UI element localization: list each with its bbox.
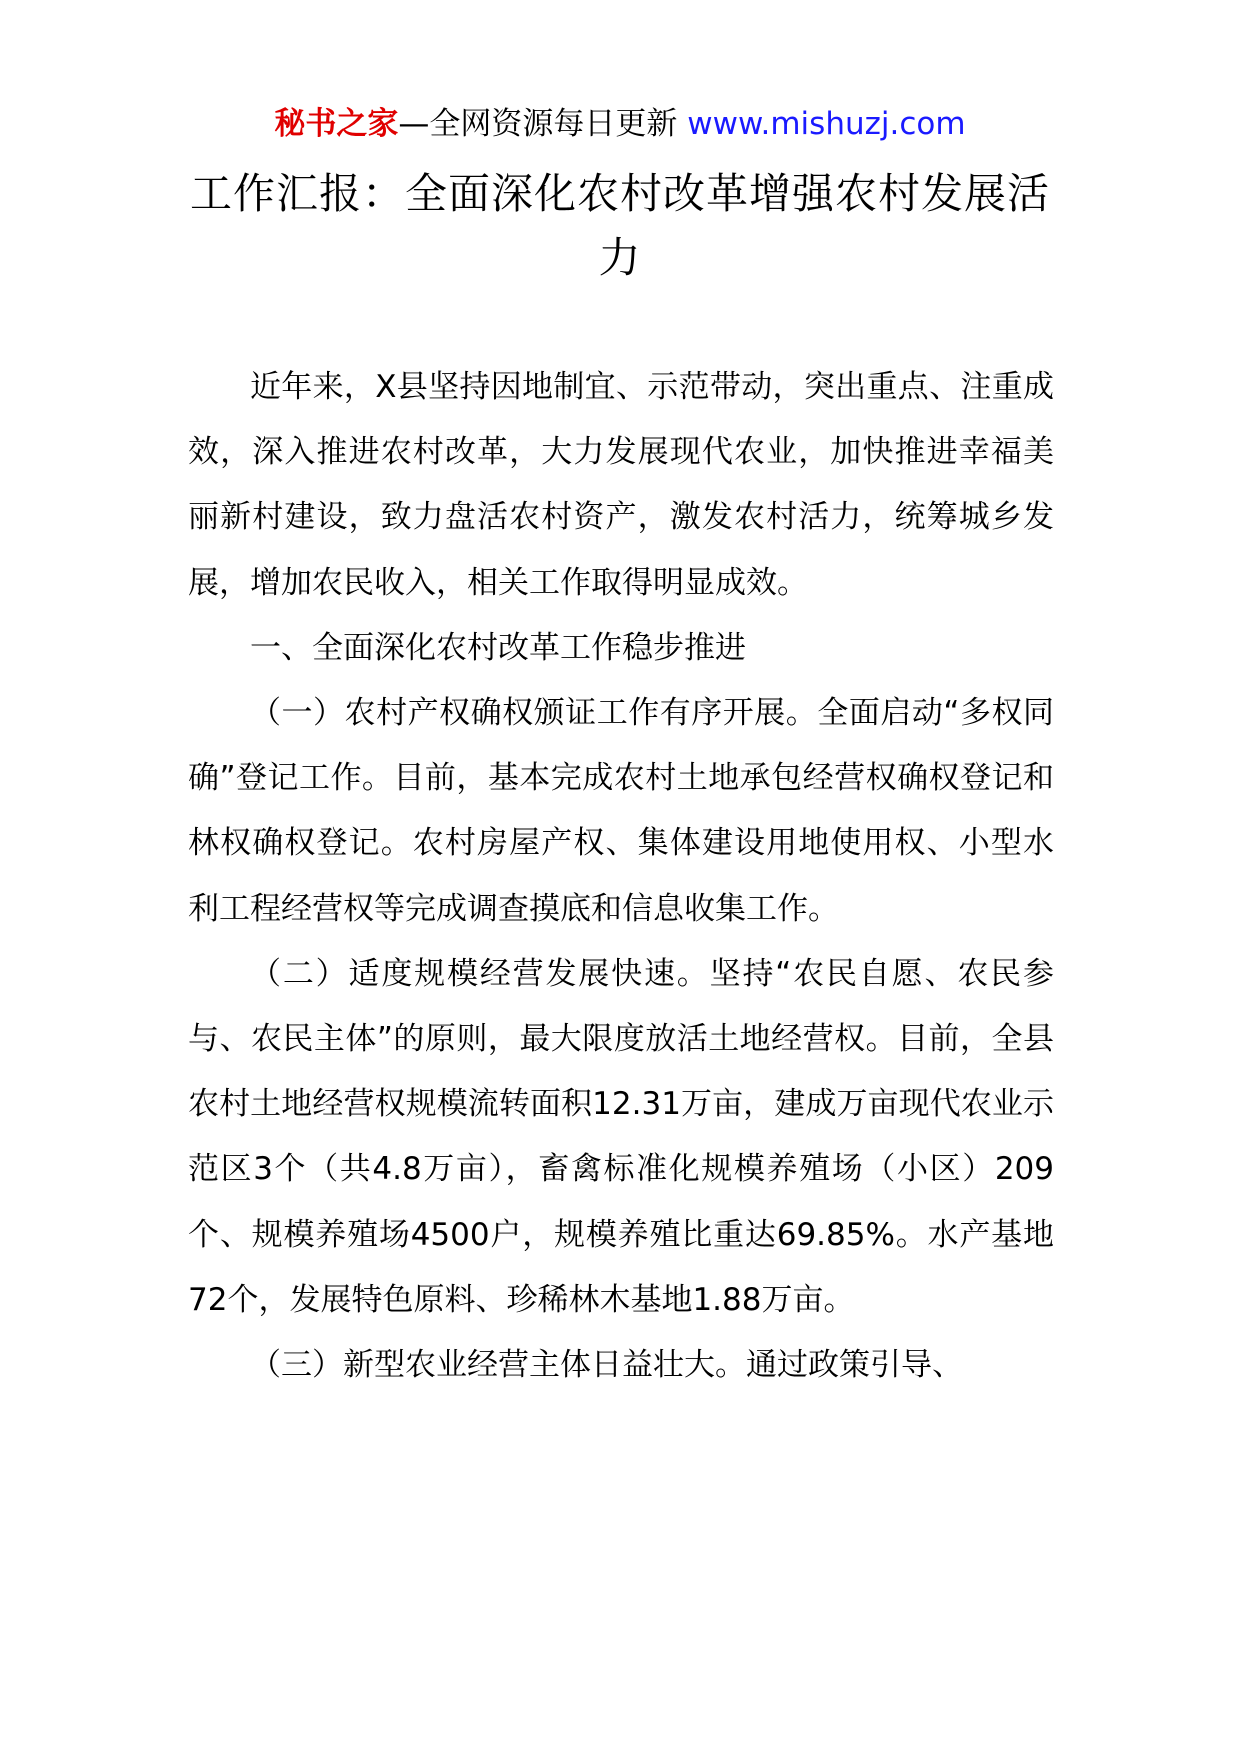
paragraph-item-3: （三）新型农业经营主体日益壮大。通过政策引导、 <box>250 1347 963 1384</box>
paragraph-intro: 近年来，X县坚持因地制宜、示范带动，突出重点、注重成效，深入推进农村改革，大力发展现代农业，加快推进幸福美丽新村建设，致力盘活农村资产，激发农村活力，统筹城乡发展，增加农民收入，相关工作取得明显成效。 <box>188 369 1054 601</box>
site-brand: 秘书之家 <box>274 106 399 142</box>
site-url-link[interactable]: www.mishuzj.com <box>687 106 966 142</box>
paragraph-item-1: （一）农村产权确权颁证工作有序开展。全面启动“多权同确”登记工作。目前，基本完成农村土地承包经营权确权登记和林权确权登记。农村房屋产权、集体建设用地使用权、小型水利工程经营权等完成调查摸底和信息收集工作。 <box>188 695 1054 927</box>
document-body <box>188 355 1054 1398</box>
site-header <box>0 98 1240 150</box>
site-tagline: —全网资源每日更新 <box>398 106 688 142</box>
document-title: 工作汇报：全面深化农村改革增强农村发展活力 <box>190 169 1051 282</box>
section-heading-1: 一、全面深化农村改革工作稳步推进 <box>250 629 746 666</box>
paragraph-item-2: （二）适度规模经营发展快速。坚持“农民自愿、农民参与、农民主体”的原则，最大限度放活土地经营权。目前，全县农村土地经营权规模流转面积12.31万亩，建成万亩现代农业示范区3个（共4.8万亩），畜禽标准化规模养殖场（小区）209个、规模养殖场4500户，规模养殖比重达69.85%。水产基地72个，发展特色原料、珍稀林木基地1.88万亩。 <box>188 955 1054 1318</box>
